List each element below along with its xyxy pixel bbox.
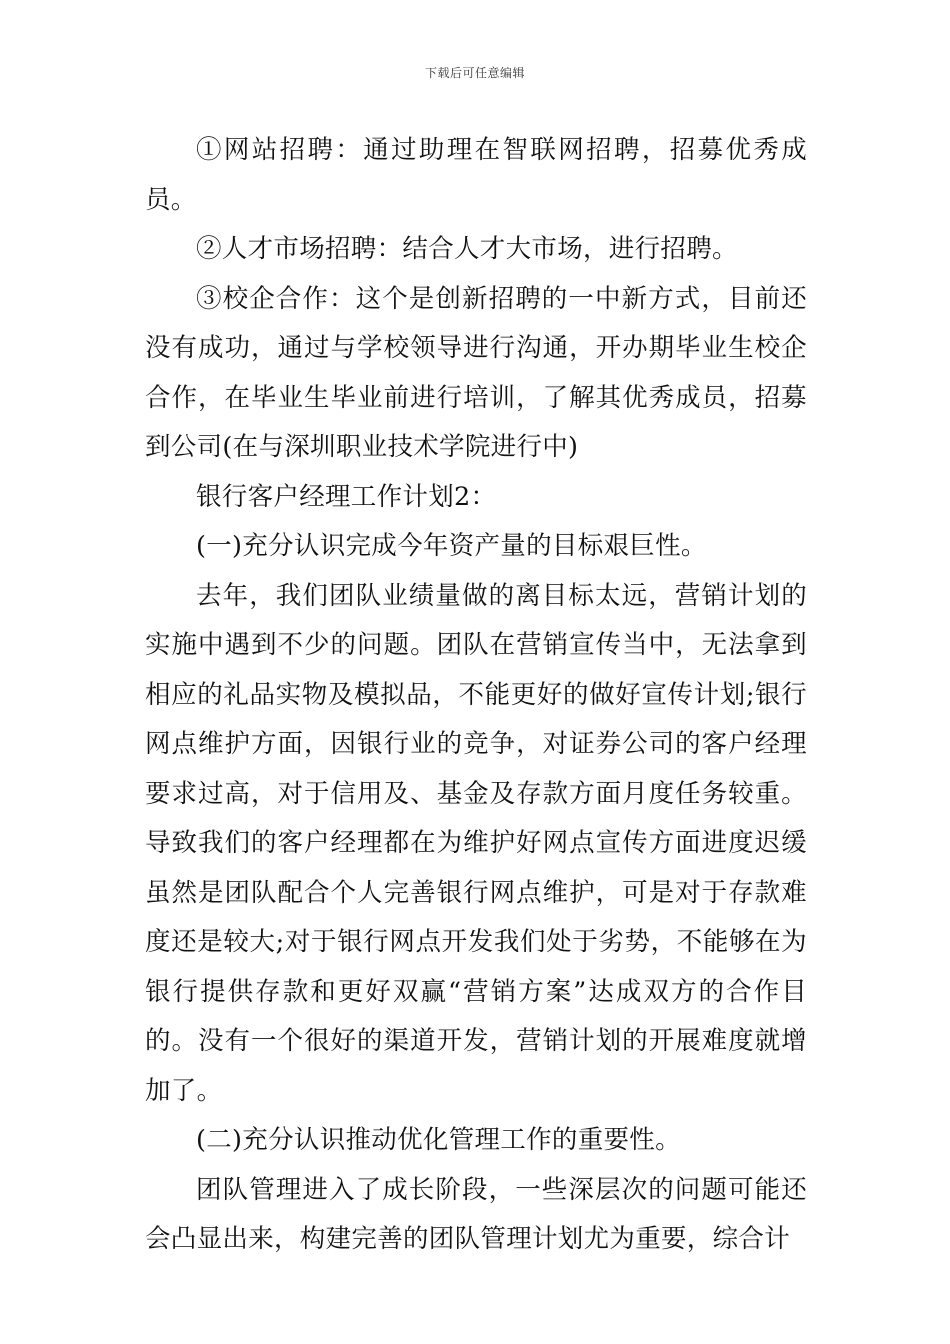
document-body: [145, 126, 807, 1265]
subsection-heading-2: (二)充分认识推动优化管理工作的重要性。: [196, 1125, 681, 1155]
header-note: 下载后可任意编辑: [424, 66, 525, 80]
paragraph-last-year-review: 去年，我们团队业绩量做的离目标太远，营销计划的实施中遇到不少的问题。团队在营销宣传当中，无法拿到相应的礼品实物及模拟品，不能更好的做好宣传计划;银行网点维护方面，因银行业的竞争，对证券公司的客户经理要求过高，对于信用及、基金及存款方面月度任务较重。导致我们的客户经理都在为维护好网点宣传方面进度迟缓虽然是团队配合个人完善银行网点维护，可是对于存款难度还是较大;对于银行网点开发我们处于劣势，不能够在为银行提供存款和更好双赢“营销方案”达成双方的合作目的。没有一个很好的渠道开发，营销计划的开展难度就增加了。: [145, 580, 807, 1106]
paragraph-website-recruiting: ①网站招聘：通过助理在智联网招聘，招募优秀成员。: [145, 135, 807, 215]
paragraph-team-management: 团队管理进入了成长阶段，一些深层次的问题可能还会凸显出来，构建完善的团队管理计划尤为重要，综合计: [145, 1174, 807, 1254]
paragraph-talent-market-recruiting: ②人才市场招聘：结合人才大市场，进行招聘。: [196, 234, 738, 264]
subsection-heading-1: (一)充分认识完成今年资产量的目标艰巨性。: [196, 531, 707, 561]
paragraph-school-enterprise-cooperation: ③校企合作：这个是创新招聘的一中新方式，目前还没有成功，通过与学校领导进行沟通，开办期毕业生校企合作，在毕业生毕业前进行培训，了解其优秀成员，招募到公司(在与深圳职业技术学院进行中): [145, 283, 807, 462]
section-title-plan-2: 银行客户经理工作计划2：: [196, 481, 497, 512]
